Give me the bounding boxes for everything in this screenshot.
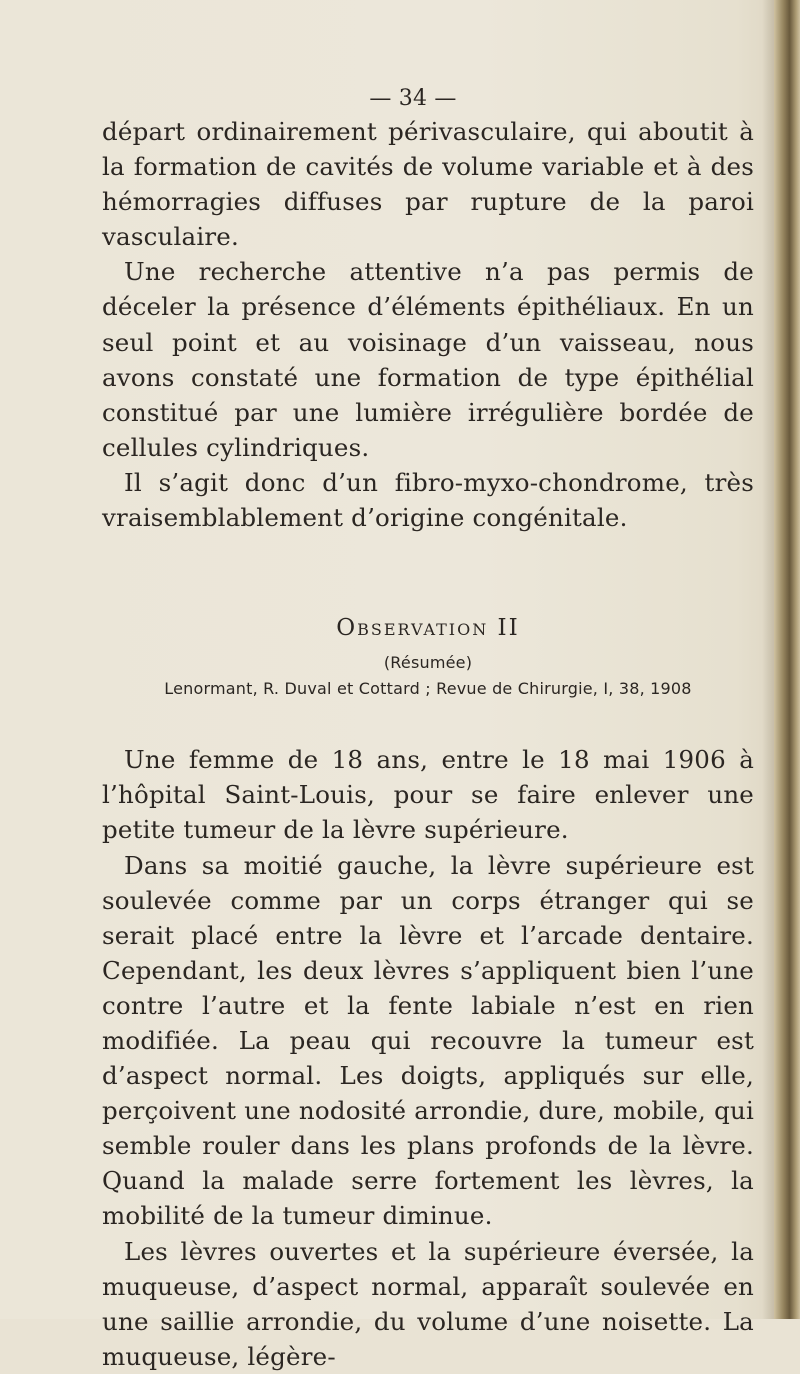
observation-subtitle: (Résumée) (383, 653, 473, 673)
paragraph-bottom-2: Dans sa moitié gauche, la lèvre supérieure est soulevée comme par un corps étranger qui se serait placé entre la lèvre et l’arcade dentaire. Cependant, les deux lèvres s’appliquent bien l’une contre l’autre et la fente labiale n’est en rien modifiée. La peau qui recouvre la tumeur est d’aspect normal. Les doigts, appliqués sur elle, perçoivent une nodosité arrondie, dure, mobile, qui semble rouler dans les plans profonds de la lèvre. Quand la malade serre fortement les lèvres, la mobilité de la tumeur diminue. (102, 850, 754, 1231)
paragraph-bottom-1: Une femme de 18 ans, entre le 18 mai 1906 à l’hôpital Saint-Louis, pour se faire enlever une petite tumeur de la lèvre supérieure. (102, 745, 754, 845)
page-number: — 34 — (369, 86, 457, 111)
paragraph-top-3: Il s’agit donc d’un fibro-myxo-chondrome, très vraisemblablement d’origine congénitale. (102, 467, 754, 533)
paragraph-bottom-3: Les lèvres ouvertes et la supérieure éversée, la muqueuse, d’aspect normal, apparaît soulevée en une saillie arrondie, du volume d’une noisette. La muqueuse, légère- (102, 1236, 754, 1371)
observation-title: Observation II (336, 615, 520, 642)
observation-reference: Lenormant, R. Duval et Cottard ; Revue de Chirurgie, I, 38, 1908 (164, 679, 692, 699)
paragraph-top-2: Une recherche attentive n’a pas permis de déceler la présence d’éléments épithéliaux. En un seul point et au voisinage d’un vaisseau, nous avons constaté une formation de type épithélial constitué par une lumière irrégulière bordée de cellules cylindriques. (102, 257, 754, 462)
book-binding-edge (774, 0, 800, 1319)
paragraph-top-1: départ ordinairement périvasculaire, qui aboutit à la formation de cavités de volume variable et à des hémorragies diffuses par rupture de la paroi vasculaire. (102, 117, 754, 252)
page-text (102, 84, 754, 1374)
page-edge-shadow (762, 0, 774, 1319)
